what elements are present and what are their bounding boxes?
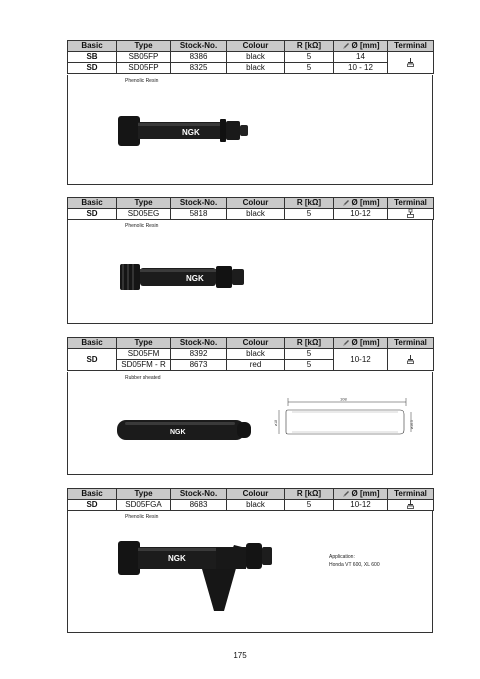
- section-sb05fp: [67, 40, 433, 137]
- table-row: SD SD05FP 8325 black 5 10 - 12: [68, 63, 434, 74]
- product-panel: [67, 75, 433, 185]
- spark-plug-cap-image: [116, 535, 286, 613]
- table-row: SB SB05FP 8386 black 5 14: [68, 52, 434, 63]
- col-resistance: R [kΩ]: [285, 41, 334, 52]
- ngk-logo: NGK: [182, 128, 200, 137]
- terminal-cell: [388, 349, 434, 371]
- col-terminal: Terminal: [388, 41, 434, 52]
- section-sd05fm: [67, 337, 433, 436]
- plug-terminal-icon: [407, 355, 414, 364]
- table-row: SD05FM - R 8673 red 5: [68, 360, 434, 371]
- ngk-logo: NGK: [168, 554, 186, 563]
- application-label: Application:: [329, 554, 355, 560]
- table-header-row: Basic Type Stock-No. Colour R [kΩ] Ø [mm] Terminal: [68, 338, 434, 349]
- table-row: SD SD05FM 8392 black 5 10-12: [68, 349, 434, 360]
- col-type: Type: [117, 41, 171, 52]
- table-row: SD SD05EG 5818 black 5 10-12: [68, 209, 434, 220]
- spec-table: [67, 40, 434, 74]
- terminal-cell: [388, 209, 434, 220]
- spec-table: [67, 337, 434, 371]
- material-note: Phenolic Resin: [125, 514, 159, 520]
- material-note: Phenolic Resin: [125, 223, 159, 229]
- pen-icon: [342, 199, 350, 207]
- product-panel: [67, 372, 433, 475]
- ngk-logo: NGK: [186, 274, 204, 283]
- spark-plug-cap-image: [116, 113, 256, 149]
- pen-icon: [342, 42, 350, 50]
- spec-table: [67, 488, 434, 511]
- plug-terminal-icon: [407, 209, 414, 218]
- spark-plug-cap-image: [115, 415, 255, 445]
- pen-icon: [342, 490, 350, 498]
- material-note: Rubber sheated: [125, 375, 161, 381]
- col-stock: Stock-No.: [171, 41, 227, 52]
- plug-terminal-icon: [407, 500, 414, 509]
- terminal-cell: [388, 500, 434, 511]
- application-value: Honda VT 600, XL 600: [329, 562, 380, 568]
- drawing-length: 108: [340, 396, 347, 402]
- section-sd05fga: [67, 488, 433, 568]
- product-panel: [67, 511, 433, 633]
- table-header-row: [68, 41, 434, 52]
- table-header-row: Basic Type Stock-No. Colour R [kΩ] Ø [mm] Terminal: [68, 489, 434, 500]
- terminal-cell: [388, 52, 434, 74]
- pen-icon: [342, 339, 350, 347]
- ngk-logo: NGK: [170, 429, 186, 436]
- application-note: [329, 553, 380, 569]
- spark-plug-cap-image: [118, 260, 258, 294]
- plug-terminal-icon: [407, 58, 414, 67]
- col-basic: Basic: [68, 41, 117, 52]
- material-note: Phenolic Resin: [125, 78, 159, 84]
- page-number: 175: [233, 651, 247, 660]
- drawing-left-diameter: ø18: [274, 419, 278, 426]
- spec-table: [67, 197, 434, 220]
- table-row: SD SD05FGA 8683 black 5 10-12: [68, 500, 434, 511]
- section-sd05eg: [67, 197, 433, 283]
- col-diameter: Ø [mm]: [334, 41, 388, 52]
- product-panel: [67, 220, 433, 324]
- col-colour: Colour: [227, 41, 285, 52]
- technical-drawing: [274, 396, 414, 440]
- drawing-right-diameter: ø16.5: [410, 420, 414, 429]
- table-header-row: Basic Type Stock-No. Colour R [kΩ] Ø [mm] Terminal: [68, 198, 434, 209]
